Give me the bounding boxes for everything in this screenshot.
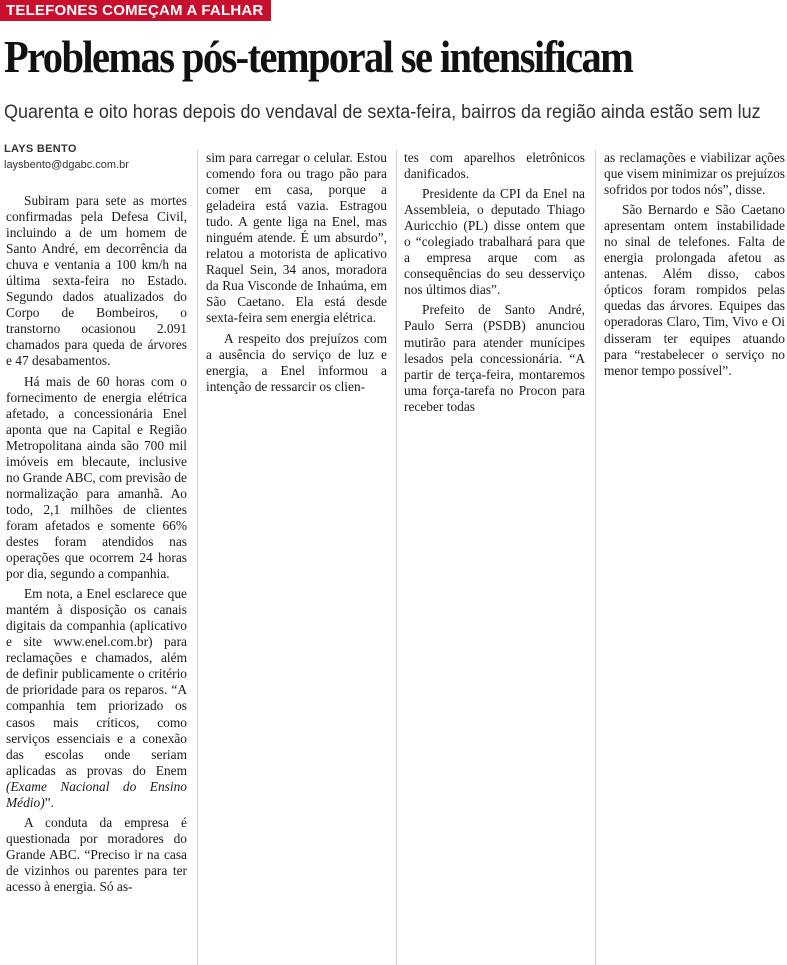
article-column-1 xyxy=(6,193,187,895)
section-kicker: TELEFONES COMEÇAM A FALHAR xyxy=(0,0,271,21)
column-divider xyxy=(197,150,198,965)
paragraph: Há mais de 60 horas com o fornecimento de energia elétrica afetado, a concessionária Enel aponta que na Capital e Região Metropolitana ainda são 700 mil imóveis em blecaute, inclusive no Grande ABC, com previsão de normalização para amanhã. Ao todo, 2,1 milhões de clientes foram afetados e somente 66% destes foram atendidos nas operações que ocorrem 24 horas por dia, segundo a companhia. xyxy=(6,373,187,582)
author-email[interactable]: laysbento@dgabc.com.br xyxy=(4,159,129,171)
paragraph: Presidente da CPI da Enel na Assembleia, o deputado Thiago Auricchio (PL) disse ontem que o “colegiado trabalhará para que a empresa arque com as consequências do seu desserviço nos últimos dias”. xyxy=(404,186,585,298)
article-column-4 xyxy=(604,150,785,379)
paragraph: A respeito dos prejuízos com a ausência do serviço de luz e energia, a Enel informou a intenção de ressarcir os clien- xyxy=(206,330,387,394)
article-column-3 xyxy=(404,150,585,415)
paragraph: A conduta da empresa é questionada por moradores do Grande ABC. “Preciso ir na casa de vizinhos ou parentes para ter acesso à energia. Só as- xyxy=(6,814,187,894)
paragraph-text: Em nota, a Enel esclarece que mantém à disposição os canais digitais da companhia (aplicativo e site www.enel.com.br) para reclamações e chamados, além de definir publicamente o critério de prioridade para os reparos. “A companhia tem priorizado os casos mais críticos, como serviços essenciais e a conexão das escolas onde seriam aplicadas as provas do Enem xyxy=(6,586,187,778)
column-divider xyxy=(396,150,397,965)
headline: Problemas pós-temporal se intensificam xyxy=(4,31,633,82)
column-divider xyxy=(595,150,596,965)
subheadline: Quarenta e oito horas depois do vendaval de sexta-feira, bairros da região ainda estão sem luz xyxy=(4,102,761,123)
author-name: LAYS BENTO xyxy=(4,143,77,155)
paragraph-text: ”. xyxy=(44,794,54,810)
paragraph xyxy=(6,586,187,811)
paragraph: sim para carregar o celular. Estou comendo fora ou trago pão para comer em casa, porque a geladeira está vazia. Estragou tudo. A gente liga na Enel, mas ninguém atende. É um absurdo”, relatou a motorista de aplicativo Raquel Sein, 34 anos, moradora da Rua Visconde de Inhaúma, em São Caetano. Ela está desde sexta-feira sem energia elétrica. xyxy=(206,150,387,326)
paragraph: as reclamações e viabilizar ações que visem minimizar os prejuízos sofridos por todos nós”, disse. xyxy=(604,150,785,198)
paragraph: tes com aparelhos eletrônicos danificados. xyxy=(404,150,585,182)
paragraph: Subiram para sete as mortes confirmadas pela Defesa Civil, incluindo a de um homem de Santo André, em decorrência da chuva e ventania a 100 km/h na última sexta-feira no Estado. Segundo dados atualizados do Corpo de Bombeiros, o transtorno ocasionou 2.091 chamados para queda de árvores e 47 desabamentos. xyxy=(6,193,187,369)
paragraph: São Bernardo e São Caetano apresentam ontem instabilidade no sinal de telefones. Falta de energia prolongada afetou as antenas. Além disso, cabos ópticos foram rompidos pelas quedas das árvores. Equipes das operadoras Claro, Tim, Vivo e Oi disseram ter equipes atuando para “restabelecer o serviço no menor tempo possível”. xyxy=(604,202,785,378)
byline xyxy=(4,141,129,173)
paragraph: Prefeito de Santo André, Paulo Serra (PSDB) anunciou mutirão para atender munícipes lesados pela concessionária. “A partir de terça-feira, montaremos uma força-tarefa no Procon para receber todas xyxy=(404,302,585,414)
article-column-2 xyxy=(206,150,387,395)
paragraph-italic: (Exame Nacional do Ensino Médio) xyxy=(6,778,187,810)
